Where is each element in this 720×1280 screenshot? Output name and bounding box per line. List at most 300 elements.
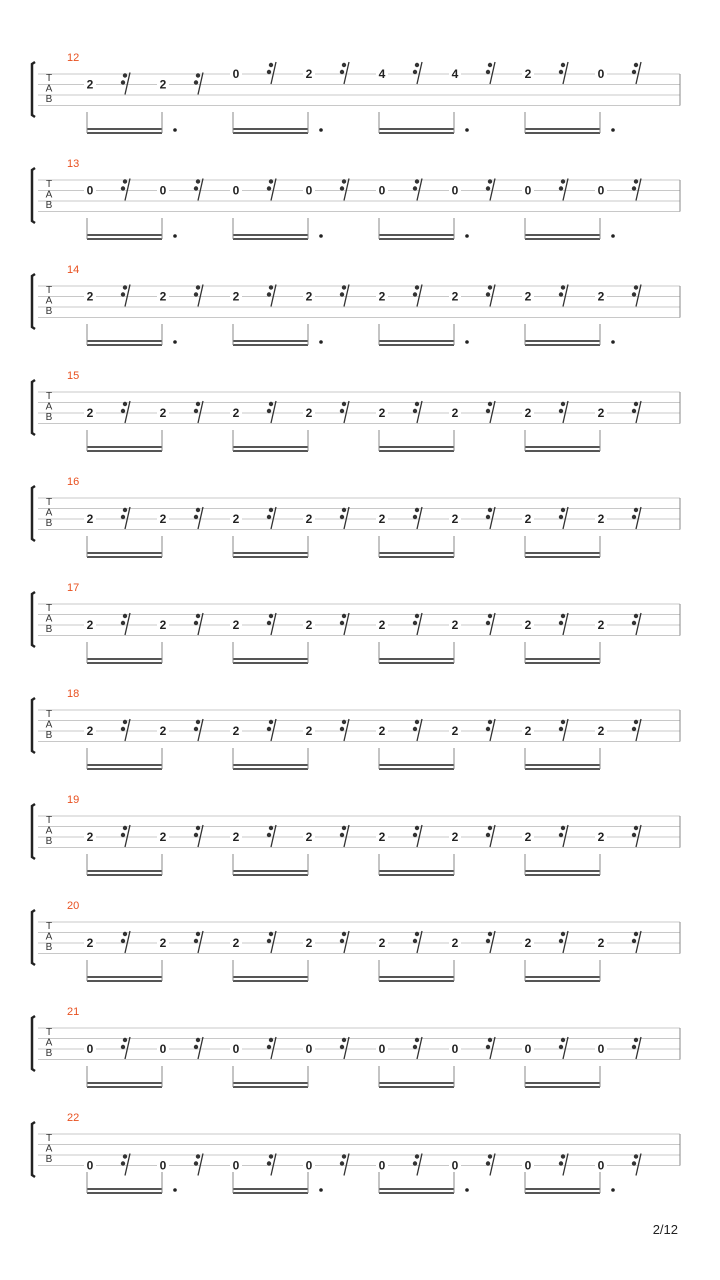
fret-number: 2 [524, 936, 532, 950]
rest-flag [488, 1154, 492, 1158]
rest-flag [196, 285, 200, 289]
sixteenth-rest [486, 825, 495, 847]
fret-number: 0 [232, 1042, 240, 1056]
tab-clef-letter: B [45, 836, 53, 847]
sixteenth-rest [121, 1037, 130, 1059]
rest-flag [196, 73, 200, 77]
system-bracket [32, 592, 35, 647]
rest-flag [488, 63, 492, 67]
sixteenth-rest [340, 179, 349, 201]
rest-flag [559, 515, 563, 519]
rest-flag [561, 614, 565, 618]
measure-number: 16 [67, 476, 80, 488]
fret-number: 2 [451, 830, 459, 844]
fret-number: 4 [451, 67, 459, 81]
fret-number: 2 [451, 618, 459, 632]
tab-clef-letter: T [45, 815, 53, 826]
sixteenth-rest [267, 931, 276, 953]
rest-flag [121, 1161, 125, 1165]
sixteenth-rest [632, 179, 641, 201]
sixteenth-rest [413, 719, 422, 741]
rest-flag [196, 720, 200, 724]
tab-clef-letter: T [45, 179, 53, 190]
fret-number: 2 [597, 289, 605, 304]
tab-clef-letter: B [45, 412, 53, 423]
measure-number: 22 [67, 1112, 80, 1124]
rest-flag [634, 1038, 638, 1042]
tab-clef-letter: A [45, 295, 53, 307]
rest-flag [413, 1161, 417, 1165]
sixteenth-rest [559, 285, 568, 307]
rest-flag [269, 179, 273, 183]
tab-clef-letter: T [45, 497, 53, 508]
augmentation-dot [465, 340, 469, 344]
rest-flag [267, 727, 271, 731]
rest-flag [123, 1154, 127, 1158]
augmentation-dot [465, 1188, 469, 1192]
rest-flag [559, 1045, 563, 1049]
rest-flag [196, 179, 200, 183]
rest-flag [267, 1045, 271, 1049]
rest-flag [634, 1154, 638, 1158]
fret-number: 2 [378, 618, 386, 632]
rest-flag [561, 1154, 565, 1158]
rest-flag [196, 932, 200, 936]
fret-number: 2 [159, 406, 167, 420]
sixteenth-rest [486, 179, 495, 201]
sixteenth-rest [413, 931, 422, 953]
rest-flag [121, 80, 125, 84]
sixteenth-rest [121, 285, 130, 307]
tab-clef-letter: A [45, 1143, 53, 1155]
rest-flag [561, 1038, 565, 1042]
system-bracket [32, 380, 35, 435]
rest-flag [121, 292, 125, 296]
rest-flag [340, 70, 344, 74]
rest-flag [632, 409, 636, 413]
fret-number: 0 [232, 67, 240, 81]
sixteenth-rest [632, 285, 641, 307]
fret-number: 2 [378, 830, 386, 844]
rest-flag [340, 727, 344, 731]
system-bracket [32, 168, 35, 223]
tab-clef-letter: T [45, 921, 53, 932]
rest-flag [486, 515, 490, 519]
fret-number: 2 [232, 512, 240, 526]
augmentation-dot [319, 340, 323, 344]
sixteenth-rest [340, 825, 349, 847]
rest-flag [342, 826, 346, 830]
fret-number: 0 [597, 1158, 605, 1173]
sixteenth-rest [267, 507, 276, 529]
rest-flag [196, 1038, 200, 1042]
sixteenth-rest [413, 1154, 422, 1176]
sixteenth-rest [413, 179, 422, 201]
rest-flag [488, 508, 492, 512]
rest-flag [194, 292, 198, 296]
fret-number: 0 [305, 1042, 313, 1056]
rest-flag [632, 292, 636, 296]
measure-number: 21 [67, 1006, 80, 1018]
fret-number: 0 [378, 1158, 386, 1173]
sixteenth-rest [194, 507, 203, 529]
rest-flag [340, 292, 344, 296]
rest-flag [488, 179, 492, 183]
sixteenth-rest [194, 401, 203, 423]
rest-flag [194, 1045, 198, 1049]
sixteenth-rest [267, 719, 276, 741]
rest-flag [196, 508, 200, 512]
sixteenth-rest [194, 613, 203, 635]
rest-flag [559, 292, 563, 296]
measure-number: 19 [67, 794, 80, 806]
tab-clef-letter: B [45, 1048, 53, 1059]
sixteenth-rest [194, 825, 203, 847]
sixteenth-rest [413, 613, 422, 635]
sixteenth-rest [559, 719, 568, 741]
fret-number: 2 [305, 67, 313, 81]
rest-flag [632, 515, 636, 519]
fret-number: 2 [232, 724, 240, 738]
sixteenth-rest [486, 1037, 495, 1059]
rest-flag [267, 621, 271, 625]
rest-flag [488, 932, 492, 936]
rest-flag [561, 63, 565, 67]
rest-flag [269, 720, 273, 724]
fret-number: 2 [305, 936, 313, 950]
system-bracket [32, 1016, 35, 1071]
fret-number: 0 [159, 1158, 167, 1173]
rest-flag [632, 186, 636, 190]
fret-number: 2 [232, 618, 240, 632]
rest-flag [194, 727, 198, 731]
rest-flag [415, 402, 419, 406]
rest-flag [269, 1154, 273, 1158]
rest-flag [342, 1154, 346, 1158]
rest-flag [559, 939, 563, 943]
page-number: 2/12 [652, 1222, 678, 1237]
fret-number: 2 [159, 289, 167, 304]
rest-flag [486, 1045, 490, 1049]
tab-clef-letter: B [45, 624, 53, 635]
sixteenth-rest [632, 719, 641, 741]
rest-flag [486, 1161, 490, 1165]
rest-flag [561, 826, 565, 830]
rest-flag [488, 1038, 492, 1042]
sixteenth-rest [121, 401, 130, 423]
system-bracket [32, 804, 35, 859]
fret-number: 0 [232, 1158, 240, 1173]
tab-clef-letter: A [45, 189, 53, 201]
rest-flag [488, 614, 492, 618]
fret-number: 2 [159, 936, 167, 950]
rest-flag [196, 402, 200, 406]
sixteenth-rest [194, 931, 203, 953]
system-bracket [32, 910, 35, 965]
fret-number: 2 [159, 512, 167, 526]
rest-flag [634, 179, 638, 183]
fret-number: 2 [159, 830, 167, 844]
fret-number: 2 [86, 936, 94, 950]
sixteenth-rest [559, 931, 568, 953]
sixteenth-rest [632, 613, 641, 635]
rest-flag [267, 292, 271, 296]
rest-flag [559, 70, 563, 74]
sixteenth-rest [632, 825, 641, 847]
augmentation-dot [465, 234, 469, 238]
augmentation-dot [319, 234, 323, 238]
tab-clef-letter: B [45, 730, 53, 741]
rest-flag [561, 402, 565, 406]
sixteenth-rest [486, 507, 495, 529]
rest-flag [340, 186, 344, 190]
sixteenth-rest [194, 179, 203, 201]
augmentation-dot [173, 340, 177, 344]
tab-clef-letter: T [45, 603, 53, 614]
rest-flag [194, 1161, 198, 1165]
rest-flag [342, 1038, 346, 1042]
fret-number: 2 [597, 406, 605, 420]
tab-clef-letter: A [45, 719, 53, 731]
rest-flag [486, 833, 490, 837]
tab-clef-letter: A [45, 825, 53, 837]
tab-clef-letter: T [45, 73, 53, 84]
rest-flag [194, 515, 198, 519]
fret-number: 2 [378, 724, 386, 738]
rest-flag [561, 285, 565, 289]
fret-number: 0 [451, 183, 459, 198]
rest-flag [121, 515, 125, 519]
rest-flag [413, 292, 417, 296]
fret-number: 2 [524, 512, 532, 526]
rest-flag [123, 1038, 127, 1042]
rest-flag [413, 1045, 417, 1049]
sixteenth-rest [632, 401, 641, 423]
sixteenth-rest [413, 825, 422, 847]
rest-flag [123, 932, 127, 936]
sixteenth-rest [267, 285, 276, 307]
rest-flag [634, 508, 638, 512]
tab-clef-letter: A [45, 401, 53, 413]
tab-clef-letter: A [45, 613, 53, 625]
rest-flag [121, 833, 125, 837]
rest-flag [196, 826, 200, 830]
augmentation-dot [611, 128, 615, 132]
fret-number: 2 [232, 289, 240, 304]
rest-flag [413, 186, 417, 190]
fret-number: 0 [597, 1042, 605, 1056]
rest-flag [342, 402, 346, 406]
sixteenth-rest [486, 401, 495, 423]
sixteenth-rest [267, 1037, 276, 1059]
rest-flag [267, 833, 271, 837]
rest-flag [559, 409, 563, 413]
rest-flag [340, 1161, 344, 1165]
rest-flag [561, 720, 565, 724]
rest-flag [121, 727, 125, 731]
tab-clef-letter: A [45, 507, 53, 519]
rest-flag [196, 614, 200, 618]
fret-number: 2 [159, 618, 167, 632]
fret-number: 2 [597, 936, 605, 950]
sixteenth-rest [413, 1037, 422, 1059]
measure-number: 17 [67, 582, 80, 594]
rest-flag [340, 833, 344, 837]
sixteenth-rest [267, 401, 276, 423]
sixteenth-rest [632, 62, 641, 84]
fret-number: 0 [86, 1042, 94, 1056]
system-bracket [32, 62, 35, 117]
fret-number: 2 [524, 618, 532, 632]
rest-flag [267, 70, 271, 74]
augmentation-dot [319, 1188, 323, 1192]
rest-flag [559, 833, 563, 837]
fret-number: 2 [524, 724, 532, 738]
rest-flag [632, 621, 636, 625]
rest-flag [269, 508, 273, 512]
measure-number: 14 [67, 264, 80, 276]
sixteenth-rest [486, 931, 495, 953]
rest-flag [634, 402, 638, 406]
rest-flag [269, 402, 273, 406]
rest-flag [415, 63, 419, 67]
rest-flag [415, 1154, 419, 1158]
rest-flag [415, 826, 419, 830]
rest-flag [123, 508, 127, 512]
sixteenth-rest [340, 62, 349, 84]
fret-number: 2 [378, 289, 386, 304]
rest-flag [632, 833, 636, 837]
sixteenth-rest [559, 179, 568, 201]
rest-flag [559, 727, 563, 731]
sixteenth-rest [632, 1154, 641, 1176]
rest-flag [121, 621, 125, 625]
sixteenth-rest [121, 179, 130, 201]
rest-flag [340, 409, 344, 413]
tab-clef-letter: T [45, 1027, 53, 1038]
rest-flag [342, 63, 346, 67]
rest-flag [267, 939, 271, 943]
rest-flag [488, 720, 492, 724]
rest-flag [634, 826, 638, 830]
rest-flag [561, 508, 565, 512]
fret-number: 0 [232, 183, 240, 198]
sixteenth-rest [559, 825, 568, 847]
rest-flag [267, 515, 271, 519]
system-bracket [32, 274, 35, 329]
augmentation-dot [465, 128, 469, 132]
rest-flag [634, 63, 638, 67]
rest-flag [194, 621, 198, 625]
tab-clef-letter: B [45, 1154, 53, 1165]
fret-number: 2 [305, 406, 313, 420]
sixteenth-rest [194, 1037, 203, 1059]
rest-flag [488, 285, 492, 289]
fret-number: 0 [597, 67, 605, 81]
rest-flag [486, 292, 490, 296]
fret-number: 2 [305, 618, 313, 632]
fret-number: 0 [524, 1042, 532, 1056]
tab-clef-letter: T [45, 285, 53, 296]
fret-number: 2 [597, 512, 605, 526]
system-bracket [32, 1122, 35, 1177]
rest-flag [561, 179, 565, 183]
fret-number: 0 [305, 1158, 313, 1173]
fret-number: 0 [451, 1042, 459, 1056]
fret-number: 2 [451, 406, 459, 420]
rest-flag [415, 179, 419, 183]
sixteenth-rest [486, 62, 495, 84]
measure-number: 12 [67, 52, 80, 64]
sixteenth-rest [340, 401, 349, 423]
sixteenth-rest [632, 931, 641, 953]
fret-number: 2 [451, 512, 459, 526]
rest-flag [121, 186, 125, 190]
rest-flag [413, 621, 417, 625]
rest-flag [340, 939, 344, 943]
sixteenth-rest [194, 73, 203, 95]
rest-flag [342, 932, 346, 936]
rest-flag [342, 614, 346, 618]
fret-number: 2 [378, 512, 386, 526]
sixteenth-rest [340, 931, 349, 953]
rest-flag [194, 939, 198, 943]
rest-flag [269, 932, 273, 936]
rest-flag [488, 402, 492, 406]
tab-clef-letter: A [45, 83, 53, 95]
fret-number: 2 [524, 406, 532, 420]
sixteenth-rest [121, 507, 130, 529]
rest-flag [486, 727, 490, 731]
sixteenth-rest [632, 1037, 641, 1059]
fret-number: 2 [524, 830, 532, 844]
measure-number: 18 [67, 688, 80, 700]
fret-number: 2 [86, 618, 94, 632]
rest-flag [561, 932, 565, 936]
rest-flag [342, 179, 346, 183]
sixteenth-rest [413, 62, 422, 84]
fret-number: 4 [378, 67, 386, 81]
sixteenth-rest [559, 401, 568, 423]
fret-number: 0 [524, 1158, 532, 1173]
fret-number: 2 [451, 724, 459, 738]
sixteenth-rest [121, 931, 130, 953]
rest-flag [632, 1045, 636, 1049]
sixteenth-rest [267, 62, 276, 84]
tab-clef-letter: B [45, 94, 53, 105]
fret-number: 0 [86, 1158, 94, 1173]
measure-number: 13 [67, 158, 80, 170]
rest-flag [415, 1038, 419, 1042]
sixteenth-rest [486, 285, 495, 307]
rest-flag [488, 826, 492, 830]
rest-flag [267, 409, 271, 413]
sixteenth-rest [559, 613, 568, 635]
rest-flag [269, 614, 273, 618]
sixteenth-rest [267, 179, 276, 201]
rest-flag [415, 285, 419, 289]
sixteenth-rest [559, 1154, 568, 1176]
rest-flag [634, 720, 638, 724]
rest-flag [267, 186, 271, 190]
fret-number: 0 [378, 1042, 386, 1056]
sixteenth-rest [194, 1154, 203, 1176]
rest-flag [123, 614, 127, 618]
augmentation-dot [173, 1188, 177, 1192]
augmentation-dot [319, 128, 323, 132]
measure-number: 20 [67, 900, 80, 912]
fret-number: 2 [597, 724, 605, 738]
